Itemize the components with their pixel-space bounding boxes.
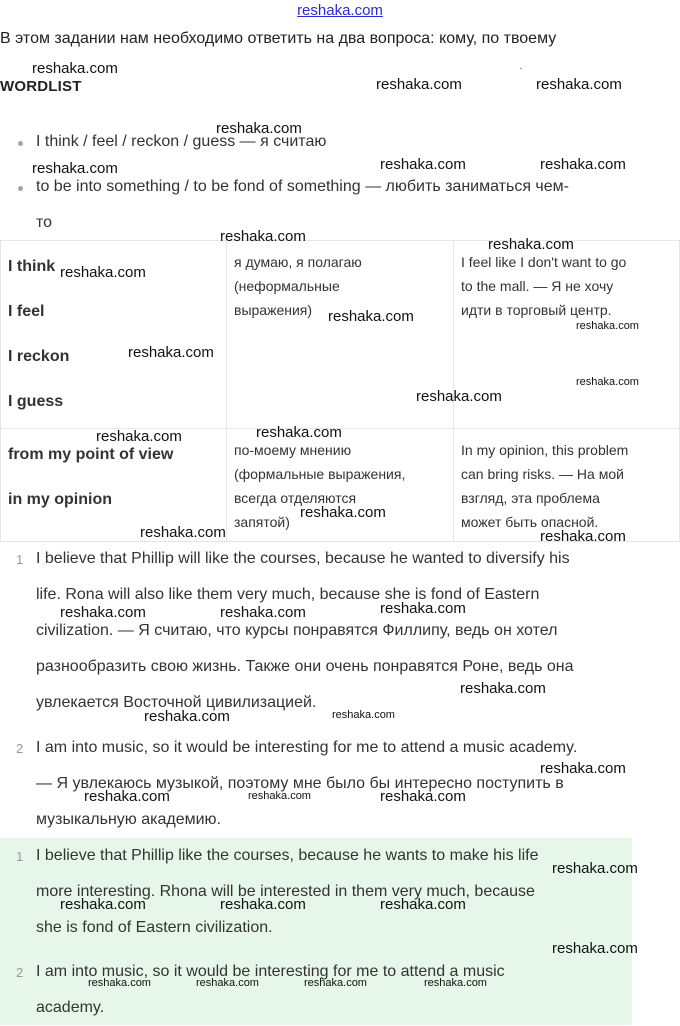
watermark: reshaka.com bbox=[144, 708, 230, 725]
watermark: reshaka.com bbox=[196, 977, 259, 989]
phrase-cell: from my point of view bbox=[8, 446, 174, 463]
watermark: reshaka.com bbox=[304, 977, 367, 989]
watermark: reshaka.com bbox=[248, 790, 311, 802]
table-border bbox=[0, 240, 1, 541]
phrase-cell: in my opinion bbox=[8, 491, 112, 508]
wordlist-title: WORDLIST bbox=[0, 78, 82, 95]
watermark: reshaka.com bbox=[300, 504, 386, 521]
intro-text: В этом задании нам необходимо ответить на два вопроса: кому, по твоему bbox=[0, 30, 557, 47]
phrase-cell: I feel bbox=[8, 303, 45, 320]
watermark: reshaka.com bbox=[540, 760, 626, 777]
phrase-cell: I think bbox=[8, 258, 56, 275]
wordlist-item-continuation: то bbox=[36, 214, 53, 231]
watermark: reshaka.com bbox=[32, 60, 118, 77]
watermark: reshaka.com bbox=[128, 344, 214, 361]
watermark: reshaka.com bbox=[328, 308, 414, 325]
watermark: reshaka.com bbox=[552, 860, 638, 877]
answer-number: 2 bbox=[16, 965, 24, 980]
divider-mark bbox=[520, 68, 522, 69]
table-border bbox=[226, 240, 227, 541]
watermark: reshaka.com bbox=[540, 156, 626, 173]
watermark: reshaka.com bbox=[256, 424, 342, 441]
watermark: reshaka.com bbox=[460, 680, 546, 697]
watermark: reshaka.com bbox=[220, 896, 306, 913]
watermark: reshaka.com bbox=[488, 236, 574, 253]
translation-cell: по-моему мнению (формальные выражения, всегда отделяются запятой) bbox=[234, 442, 406, 530]
watermark: reshaka.com bbox=[424, 977, 487, 989]
watermark: reshaka.com bbox=[220, 228, 306, 245]
bullet-dot bbox=[18, 141, 23, 146]
answer-text: I believe that Phillip will like the courses, because he wanted to diversify his life. Rona will also like them very much, because she is fond of Eastern civilization. — Я считаю, что курсы понравятся Филлипу, ведь он хотел разнообразить свою жизнь. Также они очень понравятся Роне, ведь она увлекается Восточной цивилизацией. bbox=[36, 550, 574, 711]
watermark: reshaka.com bbox=[332, 709, 395, 721]
watermark: reshaka.com bbox=[220, 604, 306, 621]
model-answer-text: I am into music, so it would be interesting for me to attend a music academy. bbox=[36, 963, 505, 1016]
watermark: reshaka.com bbox=[60, 604, 146, 621]
watermark: reshaka.com bbox=[380, 156, 466, 173]
wordlist-item: I think / feel / reckon / guess — я считаю bbox=[36, 133, 327, 150]
watermark: reshaka.com bbox=[380, 896, 466, 913]
example-cell: In my opinion, this problem can bring risks. — На мой взгляд, эта проблема может быть опасной. bbox=[461, 442, 629, 530]
answer-number: 1 bbox=[16, 849, 24, 864]
answer-number: 1 bbox=[16, 552, 24, 567]
watermark: reshaka.com bbox=[536, 76, 622, 93]
bullet-dot bbox=[18, 186, 23, 191]
watermark: reshaka.com bbox=[576, 320, 639, 332]
watermark: reshaka.com bbox=[32, 160, 118, 177]
phrase-cell: I reckon bbox=[8, 348, 70, 365]
watermark: reshaka.com bbox=[96, 428, 182, 445]
watermark: reshaka.com bbox=[576, 376, 639, 388]
site-link[interactable]: reshaka.com bbox=[297, 2, 383, 19]
watermark: reshaka.com bbox=[84, 788, 170, 805]
example-cell: I feel like I don't want to go to the mall. — Я не хочу идти в торговый центр. bbox=[461, 254, 627, 318]
watermark: reshaka.com bbox=[140, 524, 226, 541]
watermark: reshaka.com bbox=[216, 120, 302, 137]
wordlist-item: to be into something / to be fond of something — любить заниматься чем- bbox=[36, 178, 569, 195]
watermark: reshaka.com bbox=[376, 76, 462, 93]
watermark: reshaka.com bbox=[540, 528, 626, 545]
answer-text: I am into music, so it would be interesting for me to attend a music academy. — Я увлекаюсь музыкой, поэтому мне было бы интересно поступить в музыкальную академию. bbox=[36, 739, 578, 828]
watermark: reshaka.com bbox=[380, 600, 466, 617]
watermark: reshaka.com bbox=[416, 388, 502, 405]
watermark: reshaka.com bbox=[60, 896, 146, 913]
model-answer-text: I believe that Phillip like the courses, because he wants to make his life more interesting. Rhona will be interested in them very much, because she is fond of Eastern civilization. bbox=[36, 847, 539, 936]
watermark: reshaka.com bbox=[552, 940, 638, 957]
answer-number: 2 bbox=[16, 741, 24, 756]
phrase-cell: I guess bbox=[8, 393, 64, 410]
watermark: reshaka.com bbox=[380, 788, 466, 805]
table-border bbox=[0, 240, 680, 241]
translation-cell: я думаю, я полагаю (неформальные выражения) bbox=[234, 254, 362, 318]
watermark: reshaka.com bbox=[88, 977, 151, 989]
watermark: reshaka.com bbox=[60, 264, 146, 281]
